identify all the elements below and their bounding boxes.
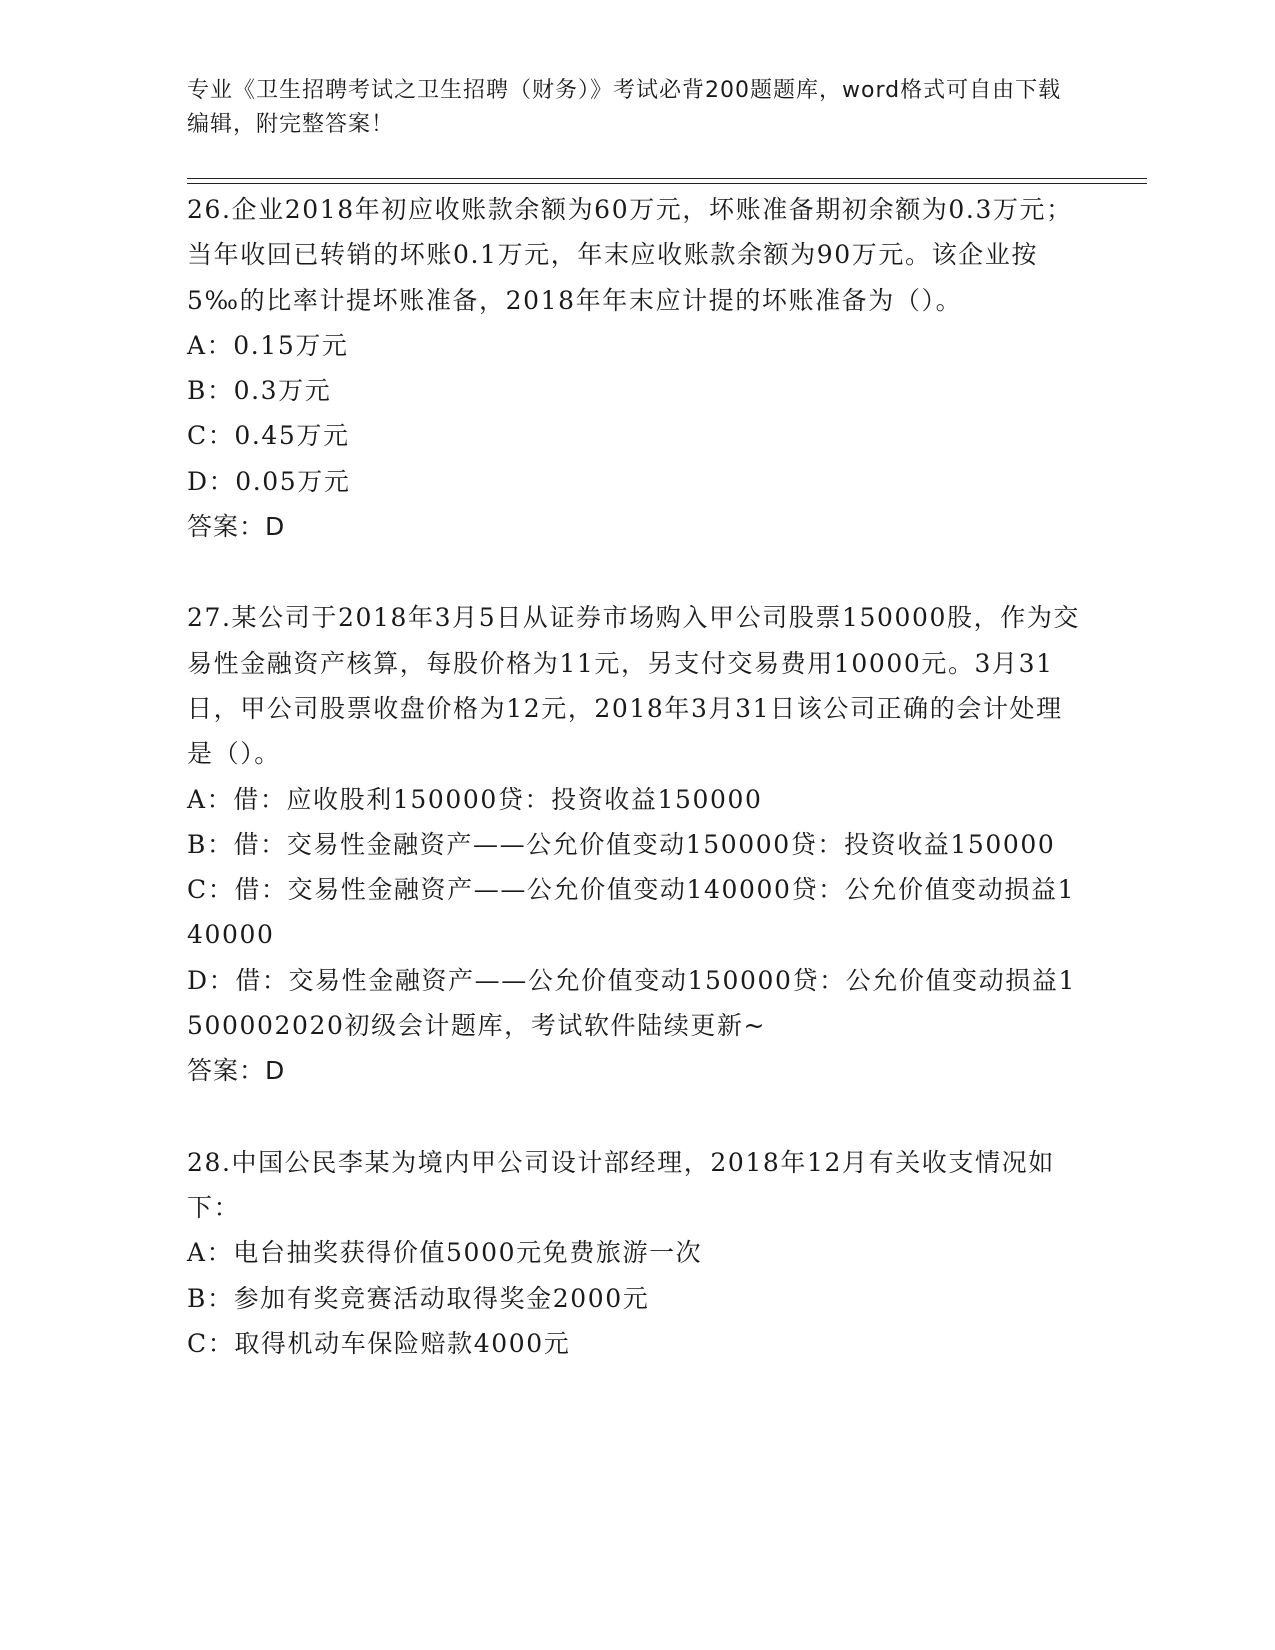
question-spacer [187, 549, 1087, 595]
question-28 [187, 1140, 1087, 1366]
option-d: D：0.05万元 [187, 466, 351, 496]
option-c: C：0.45万元 [187, 421, 350, 451]
option-b: B：参加有奖竞赛活动取得奖金2000元 [187, 1283, 650, 1313]
answer-label: 答案：D [187, 512, 286, 542]
document-header [187, 74, 1067, 142]
option-d: D：借：交易性金融资产——公允价值变动150000贷：公允价值变动损益1500002020初级会计题库，考试软件陆续更新~ [187, 965, 1076, 1041]
question-26 [187, 187, 1087, 549]
option-b: B：0.3万元 [187, 376, 332, 406]
header-divider-top [187, 178, 1147, 179]
header-title: 专业《卫生招聘考试之卫生招聘（财务）》考试必背200题题库，word格式可自由下载编辑，附完整答案！ [187, 78, 1062, 137]
question-stem: 28.中国公民李某为境内甲公司设计部经理，2018年12月有关收支情况如下： [187, 1147, 1055, 1222]
question-stem: 27.某公司于2018年3月5日从证券市场购入甲公司股票150000股，作为交易性金融资产核算，每股价格为11元，另支付交易费用10000元。3月31日，甲公司股票收盘价格为12元，2018年3月31日该公司正确的会计处理是（）。 [187, 603, 1081, 769]
option-b: B：借：交易性金融资产——公允价值变动150000贷：投资收益150000 [187, 829, 1056, 859]
option-a: A：借：应收股利150000贷：投资收益150000 [187, 784, 763, 814]
header-divider-bottom [187, 183, 1147, 184]
option-a: A：0.15万元 [187, 330, 349, 360]
option-c: C：借：交易性金融资产——公允价值变动140000贷：公允价值变动损益140000 [187, 875, 1076, 950]
option-a: A：电台抽奖获得价值5000元免费旅游一次 [187, 1238, 703, 1268]
option-c: C：取得机动车保险赔款4000元 [187, 1328, 571, 1358]
question-27 [187, 595, 1087, 1093]
question-spacer [187, 1094, 1087, 1140]
question-list [187, 187, 1087, 1366]
answer-label: 答案：D [187, 1056, 286, 1086]
question-stem: 26.企业2018年初应收账款余额为60万元，坏账准备期初余额为0.3万元；当年收回已转销的坏账0.1万元，年末应收账款余额为90万元。该企业按5‰的比率计提坏账准备，2018年年末应计提的坏账准备为（）。 [187, 195, 1073, 315]
